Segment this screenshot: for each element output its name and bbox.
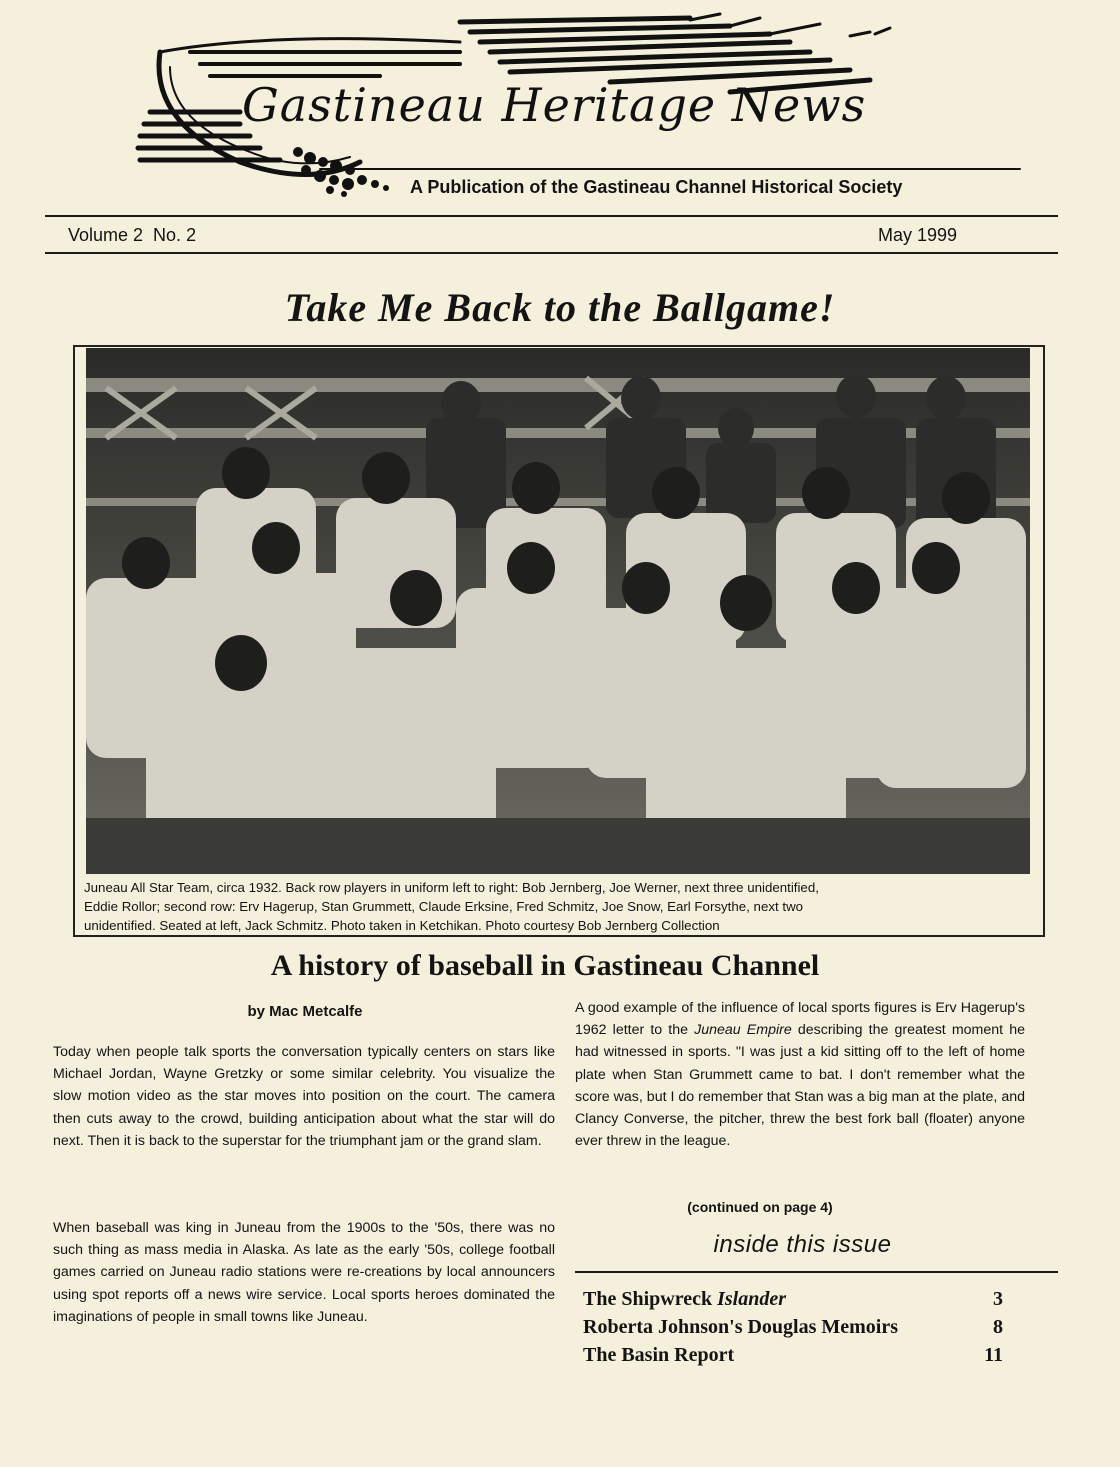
article-paragraph: [575, 997, 1025, 1152]
article-paragraph: When baseball was king in Juneau from the 1900s to the '50s, there was no such thing as mass media in Alaska. As late as the early '50s, college football games carried on Juneau radio stations were re-creations by local announcers using spot reports off a news wire service. Local sports heroes dominated the imaginations of people in small towns like Juneau.: [53, 1220, 555, 1325]
toc-page: 11: [984, 1344, 1003, 1366]
page-headline: Take Me Back to the Ballgame!: [284, 285, 836, 330]
top-rule: [45, 215, 1058, 217]
photo-caption: Juneau All Star Team, circa 1932. Back row players in uniform left to right: Bob Jernberg, Joe Werner, next three unidentified, Eddie Rollor; second row: Erv Hagerup, Stan Grummett, Claude Erksine, Fred Schmitz, Joe Snow, Earl Forsythe, next two unidentified. Seated at left, Jack Schmitz. Photo taken in Ketchikan. Photo courtesy Bob Jernberg Collection: [84, 880, 819, 933]
article-byline: by Mac Metcalfe: [247, 1003, 363, 1020]
article-title: A history of baseball in Gastineau Channel: [270, 949, 820, 982]
toc-label-text: The Shipwreck: [583, 1288, 718, 1310]
article-paragraph: Today when people talk sports the conversation typically centers on stars like Michael Jordan, Wayne Gretzky or some similar celebrity. You visualize the slow motion video as the star moves into position on the court. The camera then cuts away to the crowd, building anticipation about what the star will do next. Then it is back to the superstar for the triumphant jam or the grand slam.: [53, 1044, 555, 1149]
issue-date: May 1999: [878, 225, 958, 245]
bottom-rule: [45, 252, 1058, 254]
continued-note: (continued on page 4): [687, 1199, 833, 1215]
team-photo: [86, 348, 1030, 874]
toc-item[interactable]: [583, 1341, 1003, 1369]
toc-page: 8: [993, 1316, 1003, 1338]
toc-item[interactable]: [583, 1313, 1003, 1341]
paragraph-text: A good example of the influence of local sports figures is Erv Hagerup's 1962 letter to the: [575, 1000, 1025, 1039]
toc-rule: [575, 1271, 1058, 1273]
newspaper-name: Juneau Empire: [694, 1022, 792, 1039]
toc-label: The Basin Report: [583, 1344, 735, 1366]
paragraph-text: describing the greatest moment he had witnessed in sports. "I was just a kid sitting off to the left of home plate when Stan Grummett came to bat. I don't remember what the score was, but I do remember that Stan was a big man at the plate, and Clancy Converse, the pitcher, threw the best fork ball (floater) anyone ever threw in the league.: [575, 1022, 1025, 1150]
masthead-subtitle: A Publication of the Gastineau Channel Historical Society: [410, 177, 903, 197]
toc-label-italic: Islander: [717, 1288, 787, 1310]
masthead-title: Gastineau Heritage News: [242, 78, 867, 132]
toc-page: 3: [993, 1288, 1003, 1310]
toc-list: [583, 1285, 1003, 1369]
inside-issue-heading: inside this issue: [713, 1231, 892, 1258]
issue-volume: Volume 2 No. 2: [68, 225, 197, 245]
toc-item[interactable]: [583, 1285, 1003, 1313]
toc-label: [583, 1285, 786, 1313]
toc-label: Roberta Johnson's Douglas Memoirs: [583, 1316, 899, 1338]
